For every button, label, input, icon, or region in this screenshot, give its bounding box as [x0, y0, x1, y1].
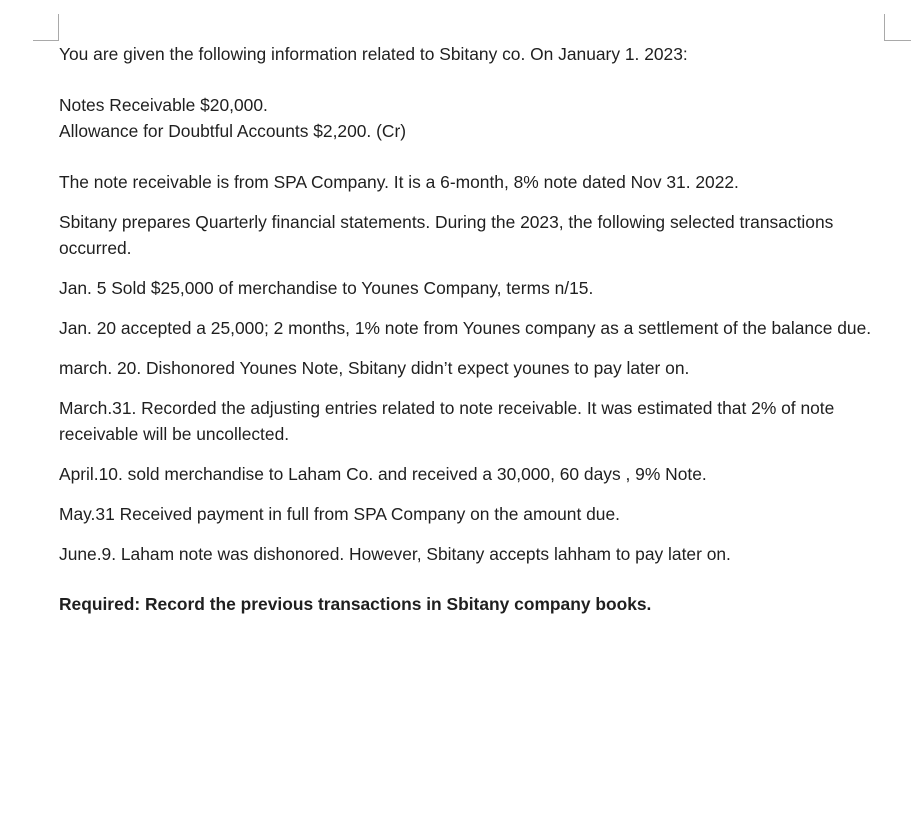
crop-mark-left [33, 14, 59, 41]
transaction-item: May.31 Received payment in full from SPA Company on the amount due. [59, 504, 620, 524]
transaction-item: Jan. 20 accepted a 25,000; 2 months, 1% note from Younes company as a settlement of the balance due. [59, 318, 872, 338]
opening-balances [59, 92, 899, 144]
transaction-item: march. 20. Dishonored Younes Note, Sbitany didn’t expect younes to pay later on. [59, 358, 690, 378]
transaction-item: Jan. 5 Sold $25,000 of merchandise to Younes Company, terms n/15. [59, 278, 594, 298]
note-description: The note receivable is from SPA Company. It is a 6-month, 8% note dated Nov 31. 2022. [59, 172, 739, 192]
transaction-item: March.31. Recorded the adjusting entries related to note receivable. It was estimated that 2% of note receivable will be uncollected. [59, 398, 835, 444]
transaction-item: June.9. Laham note was dishonored. However, Sbitany accepts lahham to pay later on. [59, 544, 731, 564]
statements-intro: Sbitany prepares Quarterly financial statements. During the 2023, the following selected transactions occurred. [59, 212, 834, 258]
document-body [59, 41, 899, 617]
notes-receivable-balance: Notes Receivable $20,000. [59, 95, 268, 115]
crop-mark-right [884, 14, 911, 41]
allowance-balance: Allowance for Doubtful Accounts $2,200. (Cr) [59, 121, 407, 141]
intro-paragraph: You are given the following information related to Sbitany co. On January 1. 2023: [59, 44, 688, 64]
transaction-item: April.10. sold merchandise to Laham Co. and received a 30,000, 60 days , 9% Note. [59, 464, 707, 484]
required-instruction: Required: Record the previous transactions in Sbitany company books. [59, 594, 652, 614]
